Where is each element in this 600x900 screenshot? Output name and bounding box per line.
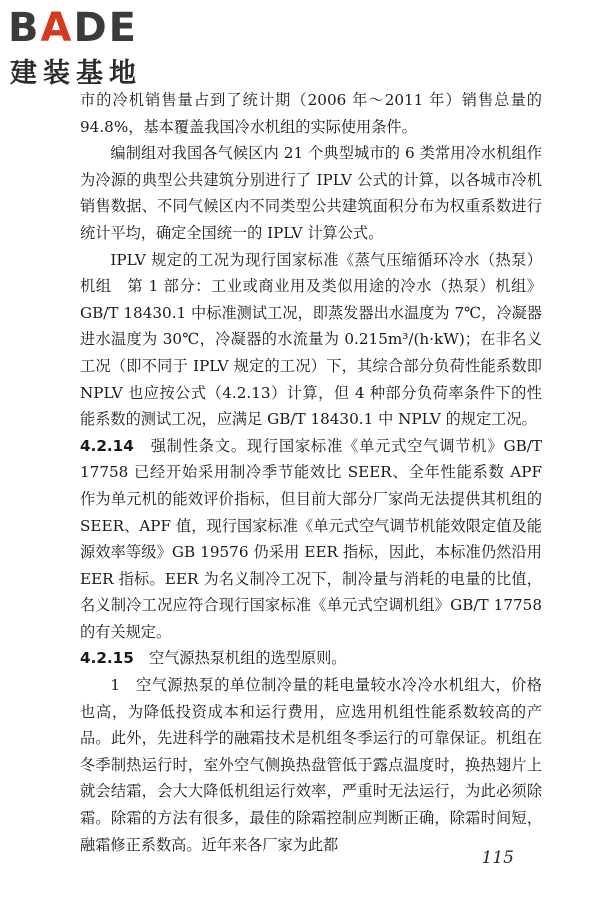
- document-body: [80, 87, 542, 858]
- paragraph-text: IPLV 规定的工况为现行国家标准《蒸气压缩循环冷水（热泵）机组 第 1 部分：工业或商业用及类似用途的冷水（热泵）机组》GB/T 18430.1 中标准测试工况，即蒸发器出水温度为 7℃，冷凝器进水温度为 30℃，冷凝器的水流量为 0.215m³/(h·kW)；在非名义工况（即不同于 IPLV 规定的工况）下，其综合部分负荷性能系数即 NPLV 也应按公式（4.2.13）计算，但 4 种部分负荷率条件下的性能系数的测试工况，应满足 GB/T 18430.1 中 NPLV 的规定工况。: [80, 250, 542, 429]
- paragraph-text: 1 空气源热泵的单位制冷量的耗电量较水冷冷水机组大，价格也高，为降低投资成本和运行费用，应选用机组性能系数较高的产品。此外，先进科学的融霜技术是机组冬季运行的可靠保证。机组在冬季制热运行时，室外空气侧换热盘管低于露点温度时，换热翅片上就会结霜，会大大降低机组运行效率，严重时无法运行，为此必须除霜。除霜的方法有很多，最佳的除霜控制应判断正确，除霜时间短，融霜修正系数高。近年来各厂家为此都: [80, 676, 542, 854]
- paragraph-3: [80, 247, 542, 433]
- logo-wordmark: [8, 6, 138, 50]
- page-number: 115: [481, 848, 514, 868]
- logo-letter-b: B: [8, 5, 41, 51]
- section-4-2-14: [80, 433, 542, 646]
- logo-letters-de: DE: [73, 5, 138, 51]
- paragraph-text: 编制组对我国各气候区内 21 个典型城市的 6 类常用冷水机组作为冷源的典型公共建筑分别进行了 IPLV 公式的计算，以各城市冷机销售数据、不同气候区内不同类型公共建筑面积分布为权重系数进行统计平均，确定全国统一的 IPLV 计算公式。: [80, 144, 542, 242]
- logo-subtitle: 建装基地: [10, 58, 142, 89]
- paragraph-text: 市的冷机销售量占到了统计期（2006 年～2011 年）销售总量的 94.8%，基本覆盖我国冷水机组的实际使用条件。: [80, 91, 542, 136]
- paragraph-2: [80, 140, 542, 246]
- section-number: 4.2.14: [80, 436, 134, 455]
- paragraph-1: [80, 87, 542, 140]
- paragraph-text: 强制性条文。现行国家标准《单元式空气调节机》GB/T 17758 已经开始采用制冷季节能效比 SEER、全年性能系数 APF 作为单元机的能效评价指标，但目前大部分厂家尚无法提供其机组的 SEER、APF 值，现行国家标准《单元式空气调节机能效限定值及能源效率等级》GB 19576 仍采用 EER 指标，因此，本标准仍然沿用 EER 指标。EER 为名义制冷工况下，制冷量与消耗的电量的比值，名义制冷工况应符合现行国家标准《单元式空调机组》GB/T 17758 的有关规定。: [80, 436, 543, 641]
- paragraph-text: 空气源热泵机组的选型原则。: [149, 649, 347, 668]
- section-4-2-15: [80, 645, 542, 672]
- section-number: 4.2.15: [80, 649, 134, 668]
- paragraph-item-1: [80, 672, 542, 858]
- bade-logo: [8, 6, 178, 92]
- logo-letter-a-accent: A: [40, 5, 74, 51]
